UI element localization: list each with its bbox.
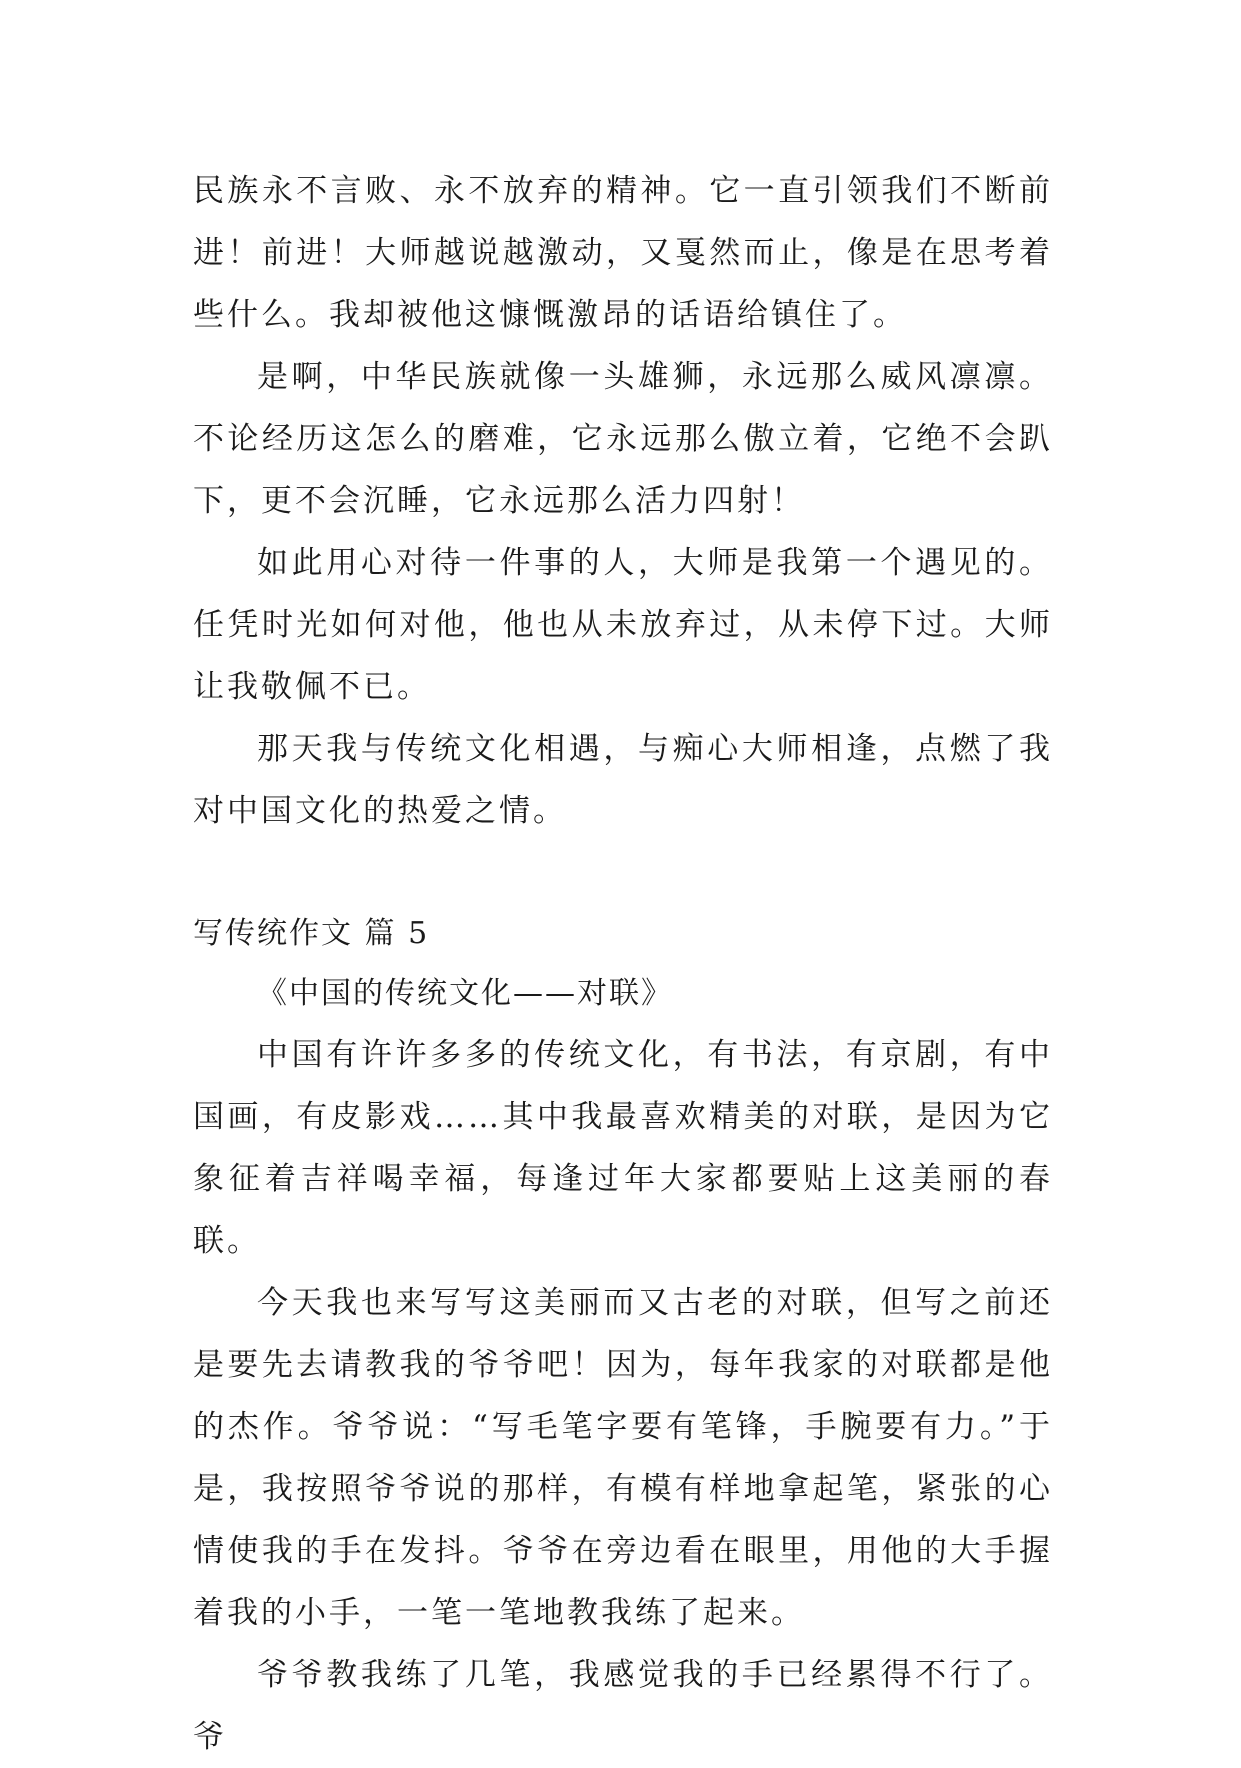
article-subtitle: 《中国的传统文化——对联》 [257, 976, 673, 1011]
paragraph: 今天我也来写写这美丽而又古老的对联，但写之前还是要先去请教我的爷爷吧！因为，每年我家的对联都是他的杰作。爷爷说：“写毛笔字要有笔锋，手腕要有力。”于是，我按照爷爷说的那样，有模有样地拿起笔，紧张的心情使我的手在发抖。爷爷在旁边看在眼里，用他的大手握着我的小手，一笔一笔地教我练了起来。 [193, 1285, 1053, 1631]
paragraph: 民族永不言败、永不放弃的精神。它一直引领我们不断前进！前进！大师越说越激动，又戛然而止，像是在思考着些什么。我却被他这慷慨激昂的话语给镇住了。 [193, 173, 1053, 333]
document-body [193, 160, 1053, 1768]
paragraph: 如此用心对待一件事的人，大师是我第一个遇见的。任凭时光如何对他，他也从未放弃过，从未停下过。大师让我敬佩不已。 [193, 545, 1053, 705]
section-title: 写传统作文 篇 5 [193, 916, 430, 951]
paragraph: 中国有许许多多的传统文化，有书法，有京剧，有中国画，有皮影戏……其中我最喜欢精美的对联，是因为它象征着吉祥喝幸福，每逢过年大家都要贴上这美丽的春联。 [193, 1037, 1053, 1259]
paragraph: 那天我与传统文化相遇，与痴心大师相逢，点燃了我对中国文化的热爱之情。 [193, 731, 1053, 829]
paragraph: 是啊，中华民族就像一头雄狮，永远那么威风凛凛。不论经历这怎么的磨难，它永远那么傲立着，它绝不会趴下，更不会沉睡，它永远那么活力四射！ [193, 359, 1053, 519]
paragraph: 爷爷教我练了几笔，我感觉我的手已经累得不行了。爷 [193, 1657, 1053, 1755]
